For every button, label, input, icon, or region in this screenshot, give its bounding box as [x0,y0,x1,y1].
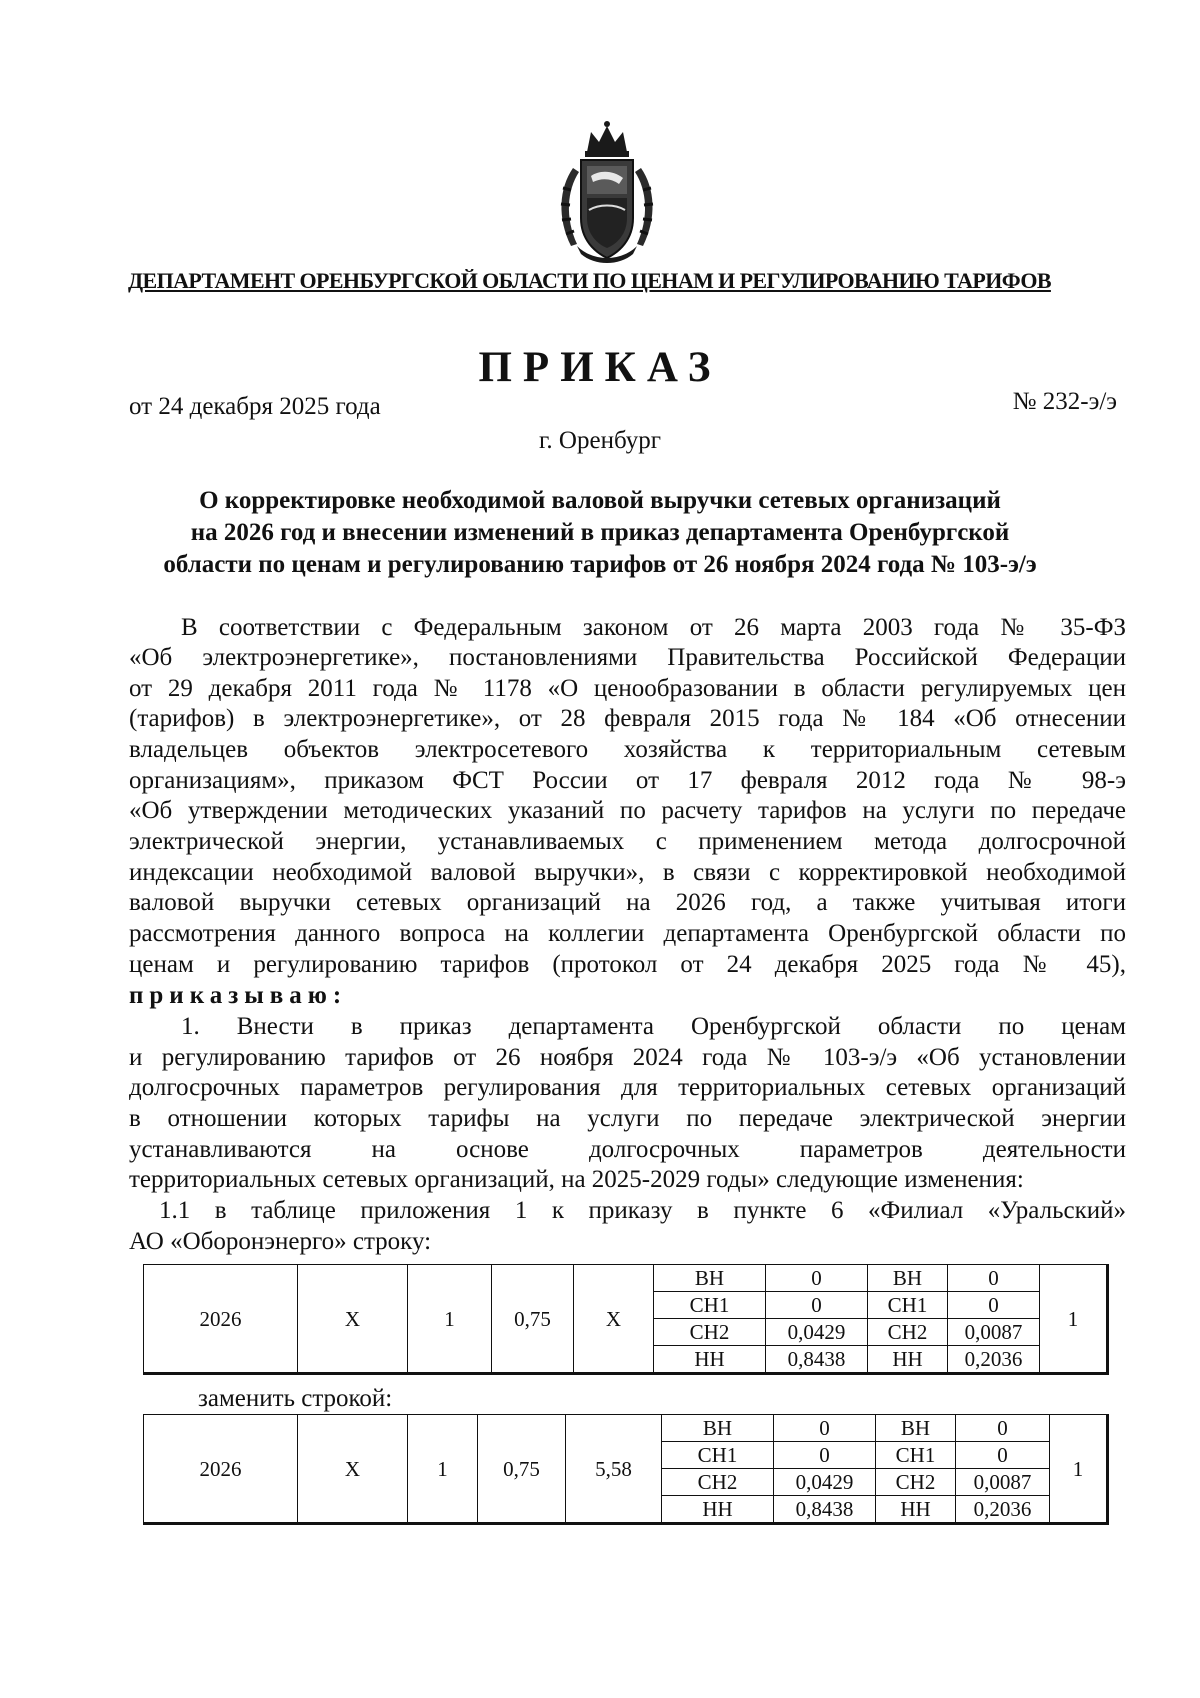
value-cell: 0,8438 [766,1346,868,1374]
heading-line: на 2026 год и внесении изменений в приказ департамента Оренбургской [190,519,1010,546]
voltage-level-cell: СН1 [876,1442,956,1469]
voltage-level-cell: СН1 [662,1442,774,1469]
item1-line: территориальных сетевых организаций, на 2025-2029 годы» следующие изменения: [129,1166,1024,1193]
voltage-level-cell: ВН [654,1265,766,1292]
preamble-line: «Об утверждении методических указаний по расчету тарифов на услуги по передаче [129,797,1126,824]
preamble-line: электрической энергии, устанавливаемых с применением метода долгосрочной [129,828,1126,855]
voltage-level-cell: СН1 [654,1292,766,1319]
value-cell: 0,0429 [766,1319,868,1346]
order-date: от 24 декабря 2025 года [129,393,381,420]
table-cell: 1 [408,1415,478,1524]
value-cell: 0 [948,1265,1040,1292]
table-cell: 1 [1040,1265,1108,1374]
table-row [144,1265,1108,1292]
table-cell: X [574,1265,654,1374]
voltage-level-cell: ВН [868,1265,948,1292]
voltage-level-cell: СН1 [868,1292,948,1319]
preamble-line: (тарифов) в электроэнергетике», от 28 февраля 2015 года № 184 «Об отнесении [129,705,1126,732]
table-cell: 5,58 [566,1415,662,1524]
department-name: ДЕПАРТАМЕНТ ОРЕНБУРГСКОЙ ОБЛАСТИ ПО ЦЕНАМ И РЕГУЛИРОВАНИЮ ТАРИФОВ [128,268,1051,293]
preamble-line: владельцев объектов электросетевого хозяйства к территориальным сетевым [129,736,1126,763]
table-cell: X [298,1265,408,1374]
item1-line: в отношении которых тарифы на услуги по передаче электрической энергии [129,1105,1126,1132]
item1-line: устанавливаются на основе долгосрочных параметров деятельности [129,1136,1126,1163]
value-cell: 0,0429 [774,1469,876,1496]
value-cell: 0,8438 [774,1496,876,1524]
item1-line: долгосрочных параметров регулирования для территориальных сетевых организаций [129,1074,1126,1101]
item1-1-line: 1.1 в таблице приложения 1 к приказу в пункте 6 «Филиал «Уральский» [159,1197,1126,1224]
value-cell: 0 [956,1415,1050,1442]
voltage-level-cell: СН2 [654,1319,766,1346]
year-cell: 2026 [144,1265,298,1374]
heading-line: О корректировке необходимой валовой выручки сетевых организаций [199,487,1001,514]
value-cell: 0 [766,1265,868,1292]
voltage-level-cell: НН [654,1346,766,1374]
year-cell: 2026 [144,1415,298,1524]
table-cell: 1 [1050,1415,1108,1524]
table-row [144,1415,1108,1442]
heading-line: области по ценам и регулированию тарифов от 26 ноября 2024 года № 103-э/э [163,551,1037,578]
voltage-level-cell: СН2 [876,1469,956,1496]
order-heading [100,485,1100,581]
value-cell: 0 [948,1292,1040,1319]
table-new-row [143,1414,1109,1525]
item1-line: 1. Внести в приказ департамента Оренбургской области по ценам [181,1013,1126,1040]
preamble-line: рассмотрения данного вопроса на коллегии департамента Оренбургской области по [129,920,1126,947]
preamble-line: валовой выручки сетевых организаций на 2026 год, а также учитывая итоги [129,889,1126,916]
table-cell: 0,75 [492,1265,574,1374]
item1-1-line: АО «Оборонэнерго» строку: [129,1228,432,1255]
document-type-title: ПРИКАЗ [478,344,722,391]
table-cell: X [298,1415,408,1524]
item1-line: и регулированию тарифов от 26 ноября 2024 года № 103-э/э «Об установлении [129,1044,1126,1071]
value-cell: 0,2036 [948,1346,1040,1374]
voltage-level-cell: ВН [876,1415,956,1442]
voltage-level-cell: НН [868,1346,948,1374]
replace-label: заменить строкой: [198,1385,393,1412]
value-cell: 0 [766,1292,868,1319]
table-cell: 0,75 [478,1415,566,1524]
value-cell: 0 [956,1442,1050,1469]
voltage-level-cell: НН [876,1496,956,1524]
value-cell: 0,2036 [956,1496,1050,1524]
voltage-level-cell: СН2 [868,1319,948,1346]
preamble-line: организациям», приказом ФСТ России от 17 февраля 2012 года № 98-э [129,767,1126,794]
voltage-level-cell: СН2 [662,1469,774,1496]
preamble-line: «Об электроэнергетике», постановлениями Правительства Российской Федерации [129,644,1126,671]
voltage-level-cell: ВН [662,1415,774,1442]
value-cell: 0,0087 [948,1319,1040,1346]
city: г. Оренбург [539,427,661,454]
preamble-line: индексации необходимой валовой выручки», в связи с корректировкой необходимой [129,859,1126,886]
value-cell: 0 [774,1442,876,1469]
coat-of-arms-emblem [553,118,661,268]
preamble-line: от 29 декабря 2011 года № 1178 «О ценообразовании в области регулируемых цен [129,675,1126,702]
preamble-line: В соответствии с Федеральным законом от 26 марта 2003 года № 35-ФЗ [181,614,1126,641]
table-old-row [143,1264,1109,1375]
voltage-level-cell: НН [662,1496,774,1524]
table-cell: 1 [408,1265,492,1374]
value-cell: 0 [774,1415,876,1442]
order-word: приказываю: [129,982,348,1009]
preamble-line: ценам и регулированию тарифов (протокол от 24 декабря 2025 года № 45), [129,951,1126,978]
order-number: № 232-э/э [1012,388,1117,415]
value-cell: 0,0087 [956,1469,1050,1496]
